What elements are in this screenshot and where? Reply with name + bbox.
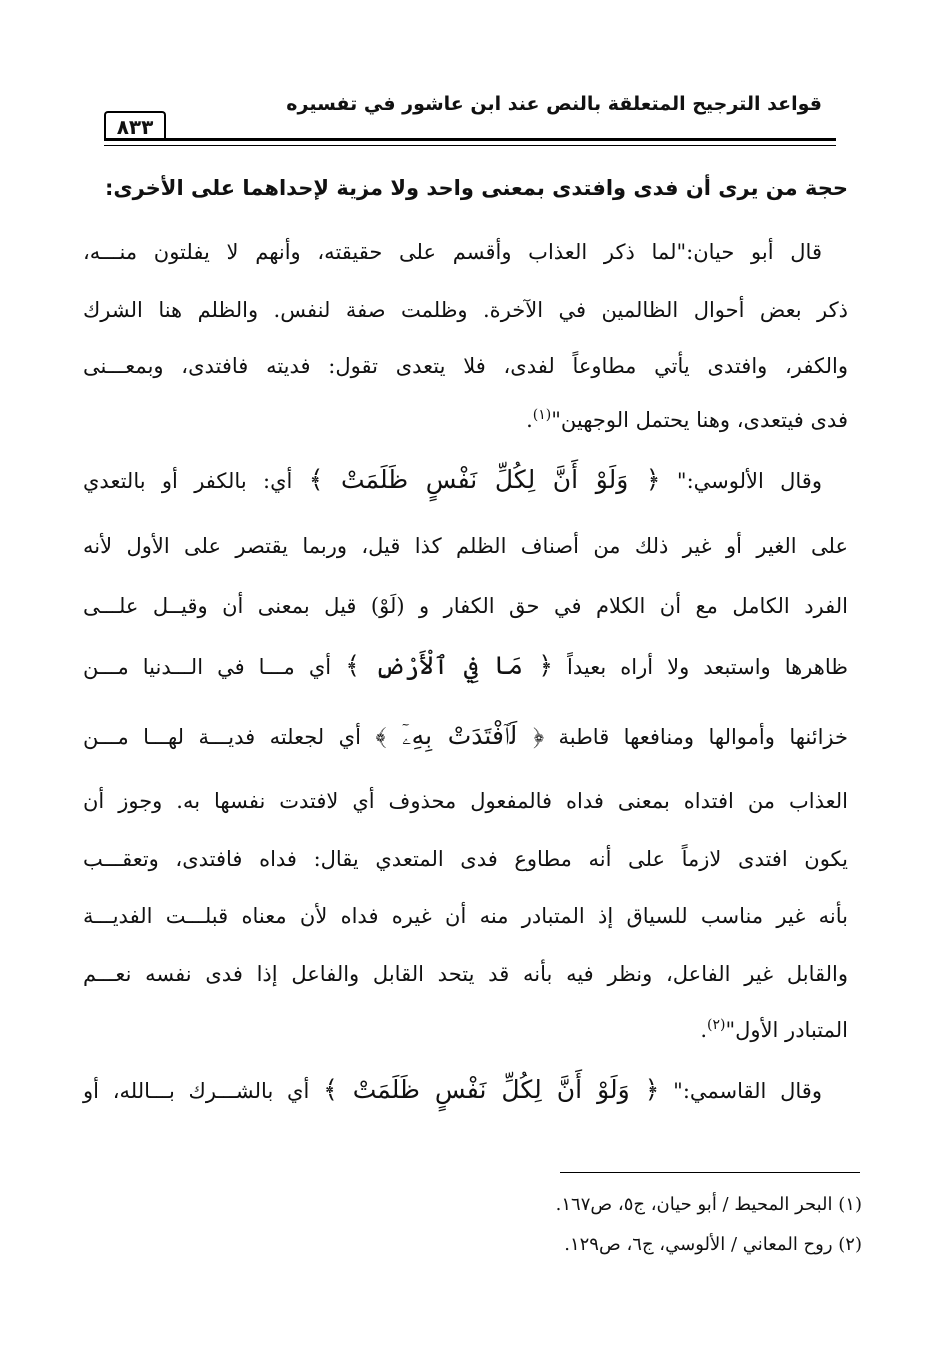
body-text: المتبادر الأول" <box>725 1018 848 1042</box>
body-line <box>83 720 848 753</box>
body-line: والقابل غير الفاعل، ونظر فيه بأنه قد يتحد القابل والفاعل إذا فدى نفسه نعـــم <box>83 962 848 986</box>
running-title: قواعد الترجيح المتعلقة بالنص عند ابن عاشور في تفسيره <box>286 93 822 115</box>
footnote-ref: (١) <box>532 407 552 423</box>
body-line <box>83 1014 848 1046</box>
body-line: قال أبو حيان:"لما ذكر العذاب وأقسم على حقيقته، وأنهم لا يفلتون منـــه، <box>83 240 822 264</box>
body-text: أي مـــا في الـــدنيا مـــن <box>83 655 332 679</box>
body-line: والكفر، وافتدى يأتي مطاوعاً لفدى، فلا يتعدى تقول: فديته فافتدى، وبمعـــنى <box>83 354 848 378</box>
quran-verse: ﴿ وَلَوْ أَنَّ لِكُلِّ نَفْسٍ ظَلَمَتْ ﴾ <box>308 465 661 494</box>
body-line: ذكر بعض أحوال الظالمين في الآخرة. وظلمت صفة لنفس. والظلم هنا الشرك <box>83 298 848 322</box>
footnote-separator <box>560 1172 860 1173</box>
section-heading: حجة من يرى أن فدى وافتدى بمعنى واحد ولا مزية لإحداهما على الأخرى: <box>104 176 848 200</box>
body-line <box>83 1074 848 1107</box>
body-text: ظاهرها واستبعد ولا أراه بعيداً <box>567 655 848 679</box>
body-text: أي لجعلته فديـــة لهـــا مـــن <box>83 725 361 749</box>
body-text: . <box>526 408 533 432</box>
body-line: العذاب من افتداه بمعنى فداه فالمفعول محذوف أي لافتدت نفسها به. وجوز أن <box>83 789 848 813</box>
body-line: يكون افتدى لازماً على أنه مطاوع فدى المتعدي يقال: فداه فافتدى، وتعقـــب <box>83 847 848 871</box>
page-number: ٨٣٣ <box>104 111 166 140</box>
quran-verse: ﴿ لَٱفْتَدَتْ بِهِۦٓ ﴾ <box>375 721 545 750</box>
body-text: وقال الألوسي:" <box>676 469 822 493</box>
header-rule-thin <box>104 145 836 146</box>
body-text: خزائنها وأموالها ومنافعها قاطبة <box>558 725 848 749</box>
footnote: (٢) روح المعاني / الألوسي، ج٦، ص١٢٩. <box>564 1234 862 1255</box>
quran-verse: ﴿ مَا فِي ٱلْأَرْضِ ﴾ <box>345 651 553 680</box>
quran-verse: ﴿ وَلَوْ أَنَّ لِكُلِّ نَفْسٍ ظَلَمَتْ ﴾ <box>323 1075 660 1104</box>
header-rule-thick <box>104 138 836 141</box>
body-text: . <box>700 1018 708 1042</box>
body-text: وقال القاسمي:" <box>673 1079 822 1103</box>
body-line: الفرد الكامل مع أن الكلام في حق الكفار و (لَوْ) قيل بمعنى أن وقيــل علـــى <box>83 594 848 618</box>
footnote-ref: (٢) <box>707 1017 726 1033</box>
body-text: فدى فيتعدى، وهنا يحتمل الوجهين" <box>551 408 848 432</box>
body-line: على الغير أو غير ذلك من أصناف الظلم كذا قيل، وربما يقتصر على الأول لأنه <box>83 534 848 558</box>
body-line: بأنه غير مناسب للسياق إذ المتبادر منه أن غيره فداه لأن معناه قبلـــت الفديـــة <box>83 904 848 928</box>
body-line <box>83 464 848 497</box>
body-line <box>83 650 848 683</box>
body-line <box>83 404 848 436</box>
footnote: (١) البحر المحيط / أبو حيان، ج٥، ص١٦٧. <box>555 1194 862 1215</box>
body-text: أي: بالكفر أو بالتعدي <box>83 469 293 493</box>
body-text: أي بالشـــرك بـــالله، أو <box>83 1079 310 1103</box>
